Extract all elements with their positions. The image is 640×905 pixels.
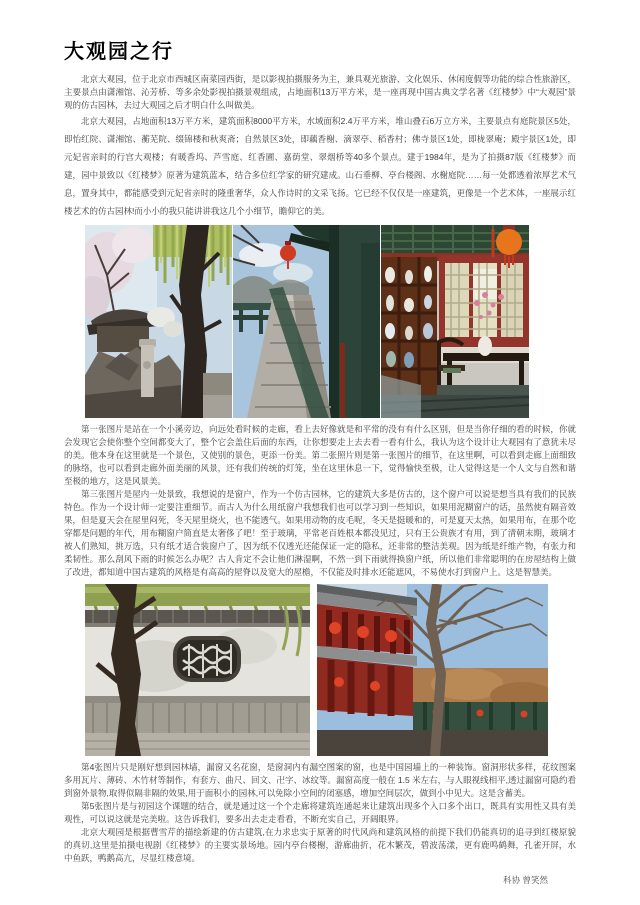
paragraph-intro: 北京大观园，位于北京市西城区南菜园西街，是以影视拍摄服务为主，兼具观光旅游、文化娱乐、休闲度假等功能的综合性旅游区，主要景点由潇湘馆、沁芳桥、等多余处影视拍摄景观组成，占地面积13万平方米，是一座再现中国古典文学名著《红楼梦》中“大观园”景观的仿古园林，去过大观园之后才明白什么叫做美。 (64, 74, 576, 110)
paragraph-overview: 北京大观园，占地面积13万平方米，建筑面积8000平方米，水域面积2.4万平方米，堆山叠石6万立方米，主要景点有庭院景区5处，即怡红院、潇湘馆、蘅芜院、缀锦楼和秋爽斋；自然景区3处，即藕香榭、滴翠亭、稻香村；佛寺景区1处，即栊翠庵；殿宇景区1处，即元妃省亲时的行宫大观楼；有暖香坞、芦雪庭、红香圃、嘉荫堂、翠烟桥等40多个景点。建于1984年，是为了拍摄87版《红楼梦》而建，园中景致以《红楼梦》原著为建筑蓝本，结合多位红学家的研究建成。山石垂柳、亭台楼阁、水榭庭院……每一处都透着浓厚艺术气息，置身其中，都能感受到元妃省亲时的隆重奢华，众人作诗时的文采飞扬。它已经不仅仅是一座建筑，更像是一个艺术体，一座展示红楼艺术的仿古园林!而小小的我只能讲讲我这几个小细节，瞻仰它的美。 (64, 116, 576, 216)
photo-red-courtyard (317, 584, 548, 756)
page-title: 大观园之行 (64, 41, 174, 63)
photo-row-2 (85, 584, 576, 756)
photo-row-1 (85, 225, 576, 418)
photo-interior-vases (381, 225, 529, 418)
paragraph-photo3-windows: 第三张图片是屋内一处景致，我想说的是窗户，作为一个仿古园林，它的建筑大多是仿古的，这个窗户可以说是想当具有我们的民族特色。作为一个设计师一定要注重细节。而古人为什么用纸窗户我想我们也可以学习到一些知识，如果用泥糊窗户的话，虽然使有隔音效果，但是夏天会在屋里闷死，冬天屋里烧火，也不能透气。如果用动物的皮毛呢，冬天是挺暖和的，可是夏天太热，如果用布，在那个吃穿都是问题的年代，用布糊窗户简直是太奢侈了吧！至于玻璃，平常老百姓根本都没见过，只有王公贵族才有用，到了清朝末期，玻璃才被人们熟知，挑万选，只有纸才适合装窗户了，因为纸不仅透光还能保证一定的隐私，还非常的整洁美观。因为纸是纤维产物，有张力和柔韧性。那么刮风下雨的时候怎么办呢？古人肯定不会让他们淋湿啊，不然一到下雨就得换窗户纸，所以他们非常聪明的在房屋结构上做了改进，都知道中国古建筑的风格是有高高的屋脊以及宽大的屋檐，不仅能及时排水还能遮风，不易使水打到窗户上。这是智慧美。 (64, 489, 576, 577)
signature: 科协 曾笑然 (503, 875, 548, 885)
paragraph-photo4-louchuang: 第4张图片只是刚好想到园林墙，漏窗又名花窗，是窗洞内有漏空图案的窗，也是中国园墙上的一种装饰。窗洞形状多样，花纹图案多用瓦片、薄砖、木竹材等制作，有套方、曲尺、回文、卍字、冰纹等。漏窗高度一般在 1.5 米左右，与人眼视线相平,透过漏窗可隐约看到窗外景物,取得似隔非隔的效果,用于面积小的园林,可以免除小空间的闭塞感，增加空间层次，做到小中见大。这是含蓄美。 (64, 762, 576, 798)
photo-lattice-wall (85, 584, 310, 756)
paragraph-photo1-2: 第一张图片是站在一个小溪旁边，向远处看时候的走廊，看上去好像就是和平常的没有有什么区别，但是当你仔细的看的时候，你就会发现它会使你整个空间都变大了，整个它会盖住后面的东西，让你想要走上去去看一看有什么，我认为这个设计让大观园有了意犹未尽的美。他本身在这里就是一个景色，又使别的景色，更添一份美。第二张照片则是第一张图片的细节，在这里啊，可以看到走廊上面细致的脉络，也可以看到走廊外面美丽的风景，还有我们传统的灯笼，坐在这里休息一下，觉得愉快至极，让人觉得这是一个人文与自然和谐至极的地方，这是风景美。 (64, 424, 576, 486)
photo-garden-pavilion (85, 225, 232, 418)
paragraph-photo5-conclusion: 第5张图片是与初园这个课题的结合，就是通过这一个个走廊将建筑连通起来让建筑出现多个入口多个出口，既具有实用性又具有美观性，可以说这就是完美啦。这告诉我们，要多出去走走看看，不断充实自己，开阔眼界。 (64, 801, 576, 824)
paragraph-closing: 北京大观园是根据曹雪芹的描绘新建的仿古建筑,在力求忠实于原著的时代风尚和建筑风格的前提下我们仍能真切的追寻到红楼原貌的真切,这里是拍摄电视剧《红楼梦》的主要实景场地。园内亭台楼榭，游廊曲折，花木繁茂，碧波荡漾，更有鹿鸣鹤舞，孔雀开屏，水中鱼跃，鸭鹅高亢，尽显红楼意境。 (64, 827, 576, 863)
photo-corridor-steps (233, 225, 380, 418)
